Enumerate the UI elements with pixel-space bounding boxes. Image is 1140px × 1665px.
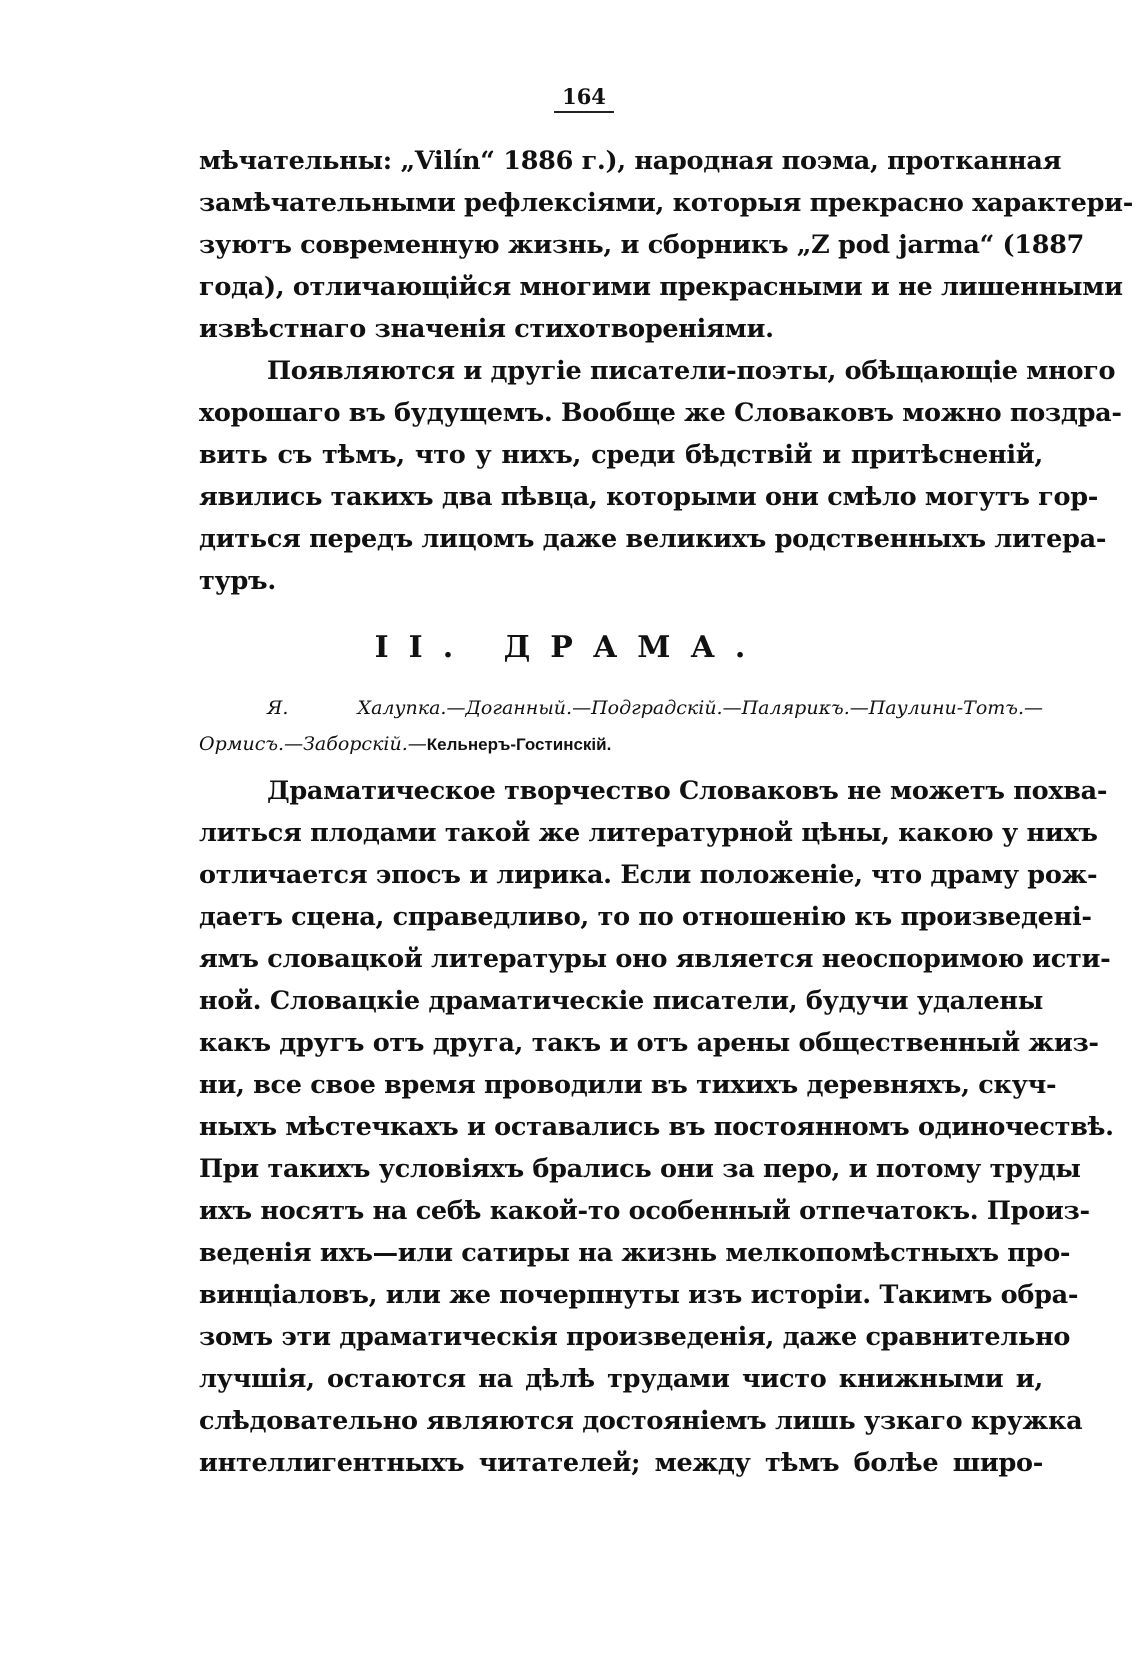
text-line: зуютъ современную жизнь, и сборникъ „Z pod jarma“ (1887 [199, 230, 1085, 260]
text-line: извѣстнаго значенія стихотвореніями. [199, 314, 774, 344]
text-line: какъ другъ отъ друга, такъ и отъ арены общественный жиз- [199, 1028, 1099, 1058]
text-line: ямъ словацкой литературы оно является неоспоримою исти- [199, 944, 1111, 974]
text-line: диться передъ лицомъ даже великихъ родственныхъ литера- [199, 524, 1107, 554]
section-heading: II. ДРАМА. [374, 630, 766, 665]
text-line: мѣчательны: „Vilín“ 1886 г.), народная поэма, протканная [199, 146, 1062, 176]
text-line: зомъ эти драматическія произведенія, даже сравнительно [199, 1322, 1071, 1352]
text-line: туръ. [199, 566, 276, 596]
text-line: винціаловъ, или же почерпнуты изъ исторіи. Такимъ обра- [199, 1280, 1079, 1310]
paragraph-drama [199, 770, 1114, 1484]
text-line: хорошаго въ будущемъ. Вообще же Словаковъ можно поздра- [199, 398, 1122, 428]
page-number: 164 [0, 84, 1140, 113]
text-line: литься плодами такой же литературной цѣны, какою у нихъ [199, 818, 1098, 848]
section-subtitle [199, 690, 1043, 762]
paragraph-poets [199, 350, 1122, 602]
text-line: вить съ тѣмъ, что у нихъ, среди бѣдствій и притѣсненій, [199, 440, 1043, 470]
text-line: даетъ сцена, справедливо, то по отношенію къ произведені- [199, 902, 1092, 932]
text-line: явились такихъ два пѣвца, которыми они смѣло могутъ гор- [199, 482, 1099, 512]
text-line: лучшія, остаются на дѣлѣ трудами чисто книжными и, [199, 1364, 1043, 1394]
subtitle-line: Я. Халупка.—Доганный.—Подградскій.—Паляриκъ.—Паулини-Тотъ.— [267, 697, 1043, 719]
text-line: ной. Словацкіе драматическіе писатели, будучи удалены [199, 986, 1044, 1016]
text-line: веденія ихъ—или сатиры на жизнь мелкопомѣстныхъ про- [199, 1238, 1071, 1268]
text-line: Драматическое творчество Словаковъ не можетъ похва- [267, 776, 1108, 806]
text-line: ни, все свое время проводили въ тихихъ деревняхъ, скуч- [199, 1070, 1057, 1100]
paragraph-continuation [199, 140, 1134, 350]
text-line: слѣдовательно являются достояніемъ лишь узкаго кружка [199, 1406, 1083, 1436]
subtitle-italic-part: Ормисъ.—Заборскій.— [199, 733, 427, 755]
text-line: интеллигентныхъ читателей; между тѣмъ болѣе широ- [199, 1448, 1043, 1478]
text-line: ныхъ мѣстечкахъ и оставались въ постоянномъ одиночествѣ. [199, 1112, 1114, 1142]
text-line: отличается эпосъ и лирика. Если положеніе, что драму рож- [199, 860, 1098, 890]
text-line: замѣчательными рефлексіями, которыя прекрасно характери- [199, 188, 1134, 218]
text-line: года), отличающійся многими прекрасными и не лишенными [199, 272, 1123, 302]
subtitle-bold-part: Кельнеръ-Гостинскій. [426, 735, 612, 754]
text-line: ихъ носятъ на себѣ какой-то особенный отпечатокъ. Произ- [199, 1196, 1090, 1226]
subtitle-line [199, 726, 1043, 762]
text-line: Появляются и другіе писатели-поэты, обѣщающіе много [267, 356, 1116, 386]
text-line: При такихъ условіяхъ брались они за перо, и потому труды [199, 1154, 1081, 1184]
